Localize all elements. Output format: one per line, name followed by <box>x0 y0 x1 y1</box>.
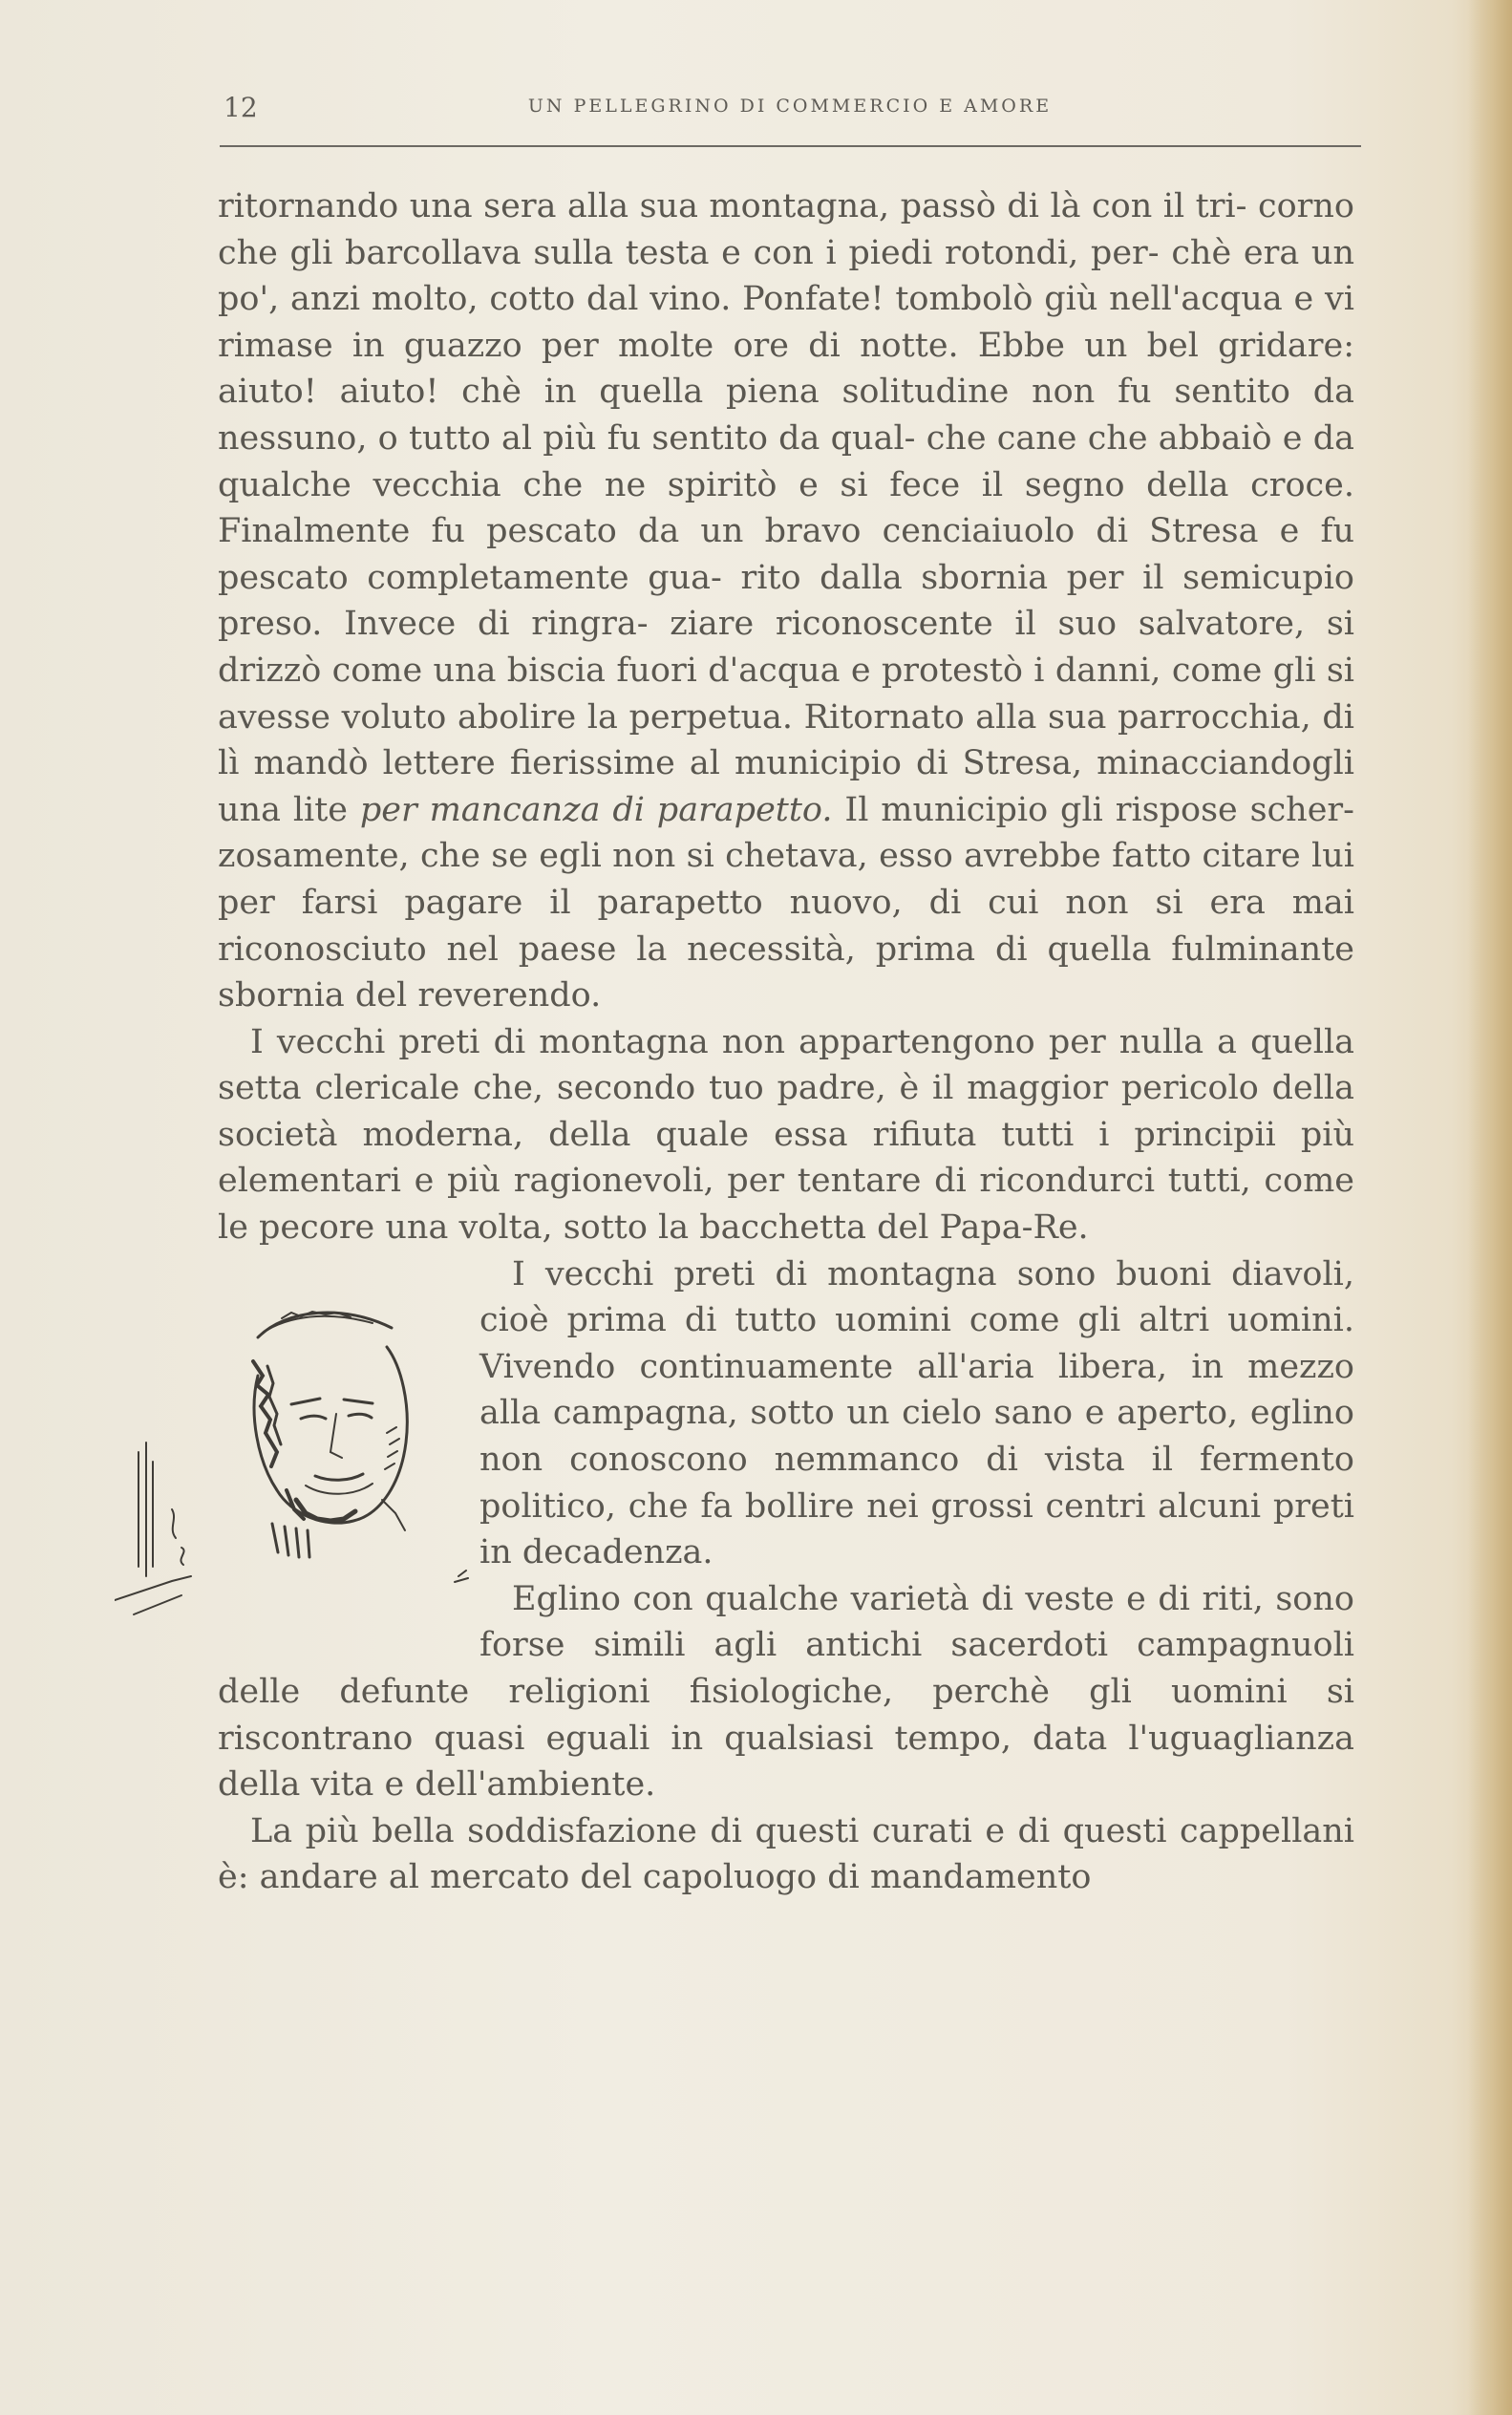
paragraph-3: I vecchi preti di montagna sono buoni diavoli, cioè prima di tutto uomini come gli altri uomini. Vivendo continuamente all'aria libera, in mezzo alla campagna, sotto un cielo sano e aperto, eglino non conoscono nemmanco di vista il fermento politico, che fa bollire nei grossi centri alcuni preti in decadenza. <box>479 1254 1354 1572</box>
page-header <box>218 92 1362 130</box>
paragraph-1-line: fuori d'acqua e protestò i danni, come gli si avesse voluto <box>218 651 1355 737</box>
paragraph-1-line: chè era un po', anzi molto, cotto dal vino. Ponfate! tombolò giù <box>218 233 1354 319</box>
page-edge-shadow <box>1468 0 1512 2415</box>
header-rule <box>220 145 1361 147</box>
priest-portrait-illustration <box>115 1251 470 1634</box>
paragraph-1-line: citare lui per farsi pagare il parapetto nuovo, di cui non <box>218 837 1354 922</box>
paragraph-2: I vecchi preti di montagna non appartengono per nulla a quella setta clericale che, secondo tuo padre, è il maggior pericolo della società moderna, della quale essa rifiuta tutti i principii più elementari e più ragionevoli, per tentare di ricondurci tutti, come le pecore una volta, sotto la bacchetta del Papa-Re. <box>218 1022 1354 1248</box>
paragraph-1-line: si era mai riconosciuto nel paese la necessità, prima di <box>218 883 1354 969</box>
paragraph-1-line: lettere fierissime al municipio di Stresa, minacciandogli una <box>218 744 1354 829</box>
paragraph-1-line: quella fulminante sbornia del reverendo. <box>218 930 1354 1015</box>
paragraph-1-line: bravo cenciaiuolo di Stresa e fu pescato completamente gua- <box>218 512 1355 597</box>
paragraph-1-line: non fu sentito da nessuno, o tutto al più fu sentito da qual- <box>218 373 1354 458</box>
paragraph-1-line: zosamente, che se egli non si chetava, esso avrebbe fatto <box>218 837 1192 876</box>
paragraph-1-line: un bel gridare: aiuto! aiuto! chè in quella piena solitudine <box>218 326 1354 412</box>
lite-suffix: Il municipio gli rispose scher- <box>832 790 1354 829</box>
priest-portrait-sketch-icon <box>115 1271 470 1634</box>
paragraph-1-line: ritornando una sera alla sua montagna, passò di là con il tri- <box>218 187 1247 225</box>
paragraph-1-line: abolire la perpetua. Ritornato alla sua parrocchia, di lì mandò <box>218 697 1354 783</box>
paragraph-1-line: corno che gli barcollava sulla testa e con i piedi rotondi, per- <box>218 187 1354 272</box>
body-text <box>218 183 1354 1901</box>
paragraph-4: Eglino con qualche varietà di veste e di riti, sono forse simili agli antichi sacerdoti campagnuoli delle defunte religioni fisiologiche, perchè gli uomini si riscontrano quasi eguali in qualsiasi tempo, data l'uguaglianza della vita e dell'ambiente. <box>218 1579 1354 1805</box>
paragraph-1-line: nell'acqua e vi rimase in guazzo per molte ore di notte. Ebbe <box>218 280 1354 365</box>
italic-phrase: per mancanza di parapetto. <box>359 790 833 829</box>
paragraph-1-line: rito dalla sbornia per il semicupio preso. Invece di ringra- <box>218 558 1354 644</box>
paragraph-5: La più bella soddisfazione di questi curati e di questi cappellani è: andare al mercato del capoluogo di mandamento <box>218 1811 1354 1897</box>
paragraph-1-line: e si fece il segno della croce. Finalmente fu pescato da un <box>218 465 1354 551</box>
paragraph-1 <box>218 183 1354 1019</box>
paragraph-1-line: ziare riconoscente il suo salvatore, si drizzò come una biscia <box>218 605 1354 690</box>
page-number: 12 <box>224 92 258 123</box>
paragraph-1-line: che cane che abbaiò e da qualche vecchia che ne spiritò <box>218 418 1354 504</box>
running-title: UN PELLEGRINO DI COMMERCIO E AMORE <box>527 96 1053 117</box>
lite-prefix: lite <box>292 790 360 829</box>
